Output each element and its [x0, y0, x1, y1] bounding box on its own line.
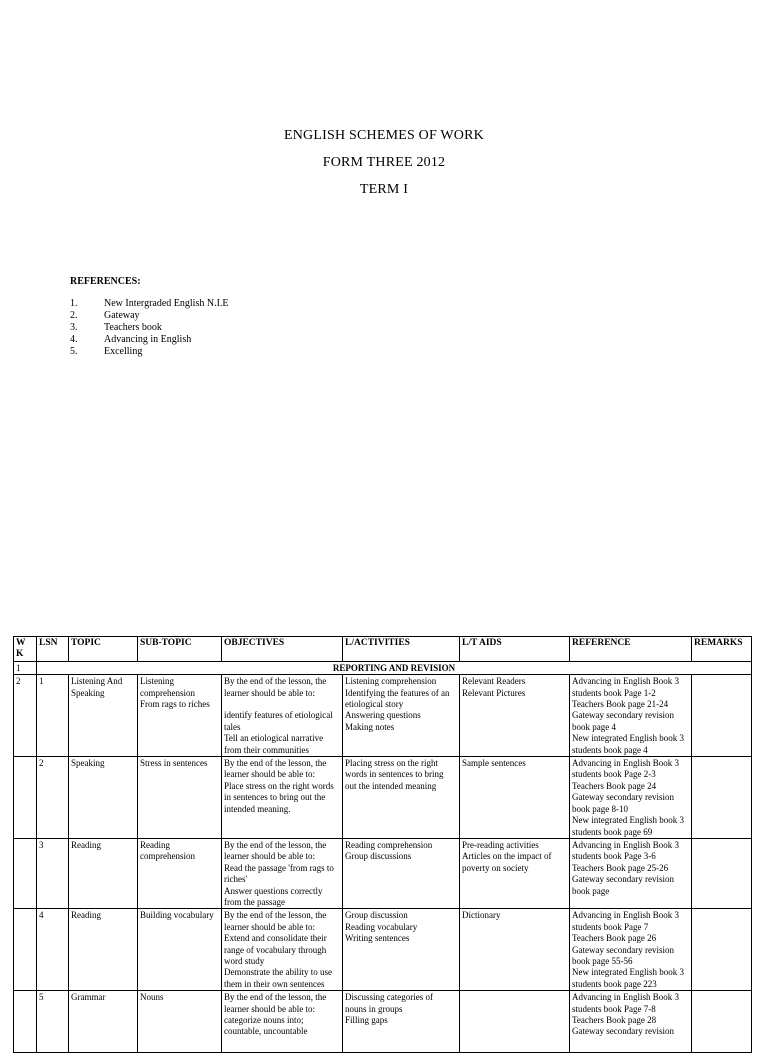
aids-cell-line: Articles on the impact of [462, 851, 552, 862]
reference-cell-line: New integrated English book 3 [572, 733, 684, 744]
table-header-row [14, 637, 752, 662]
objectives-cell-line: intended meaning. [224, 803, 291, 814]
objectives-cell [222, 838, 343, 908]
subtopic-cell [138, 838, 222, 908]
reference-cell-line: students book Page 7 [572, 921, 649, 932]
lesson-cell [37, 909, 69, 991]
lesson-cell-line: 5 [39, 992, 44, 1003]
table-row [14, 991, 752, 1053]
reference-cell-line: students book Page 7-8 [572, 1003, 656, 1014]
reference-item [70, 298, 229, 310]
lesson-cell-line: 1 [39, 676, 44, 687]
reference-cell [570, 991, 692, 1053]
aids-cell [460, 675, 570, 757]
activities-cell-line: nouns in groups [345, 1003, 403, 1014]
objectives-cell-line: Answer questions correctly [224, 885, 323, 896]
column-header: SUB-TOPIC [138, 637, 222, 662]
reference-cell-line: Teachers Book page 26 [572, 933, 657, 944]
objectives-cell-line: By the end of the lesson, the [224, 910, 327, 921]
document-titles [0, 122, 768, 203]
objectives-cell-line: By the end of the lesson, the [224, 992, 327, 1003]
references-heading: REFERENCES: [70, 276, 141, 287]
aids-cell [460, 757, 570, 839]
activities-cell-line: Discussing categories of [345, 992, 433, 1003]
objectives-cell-line: tales [224, 721, 241, 732]
activities-cell-line: out the intended meaning [345, 780, 437, 791]
reference-cell [570, 757, 692, 839]
week-cell-line [16, 758, 34, 769]
reference-text: Advancing in English [104, 334, 192, 345]
topic-cell [69, 838, 138, 908]
reference-cell-line: Gateway secondary revision [572, 944, 674, 955]
objectives-cell-line: learner should be able to: [224, 769, 315, 780]
column-header: L/T AIDS [460, 637, 570, 662]
objectives-cell-line: By the end of the lesson, the [224, 839, 327, 850]
reference-cell-line: Teachers Book page 21-24 [572, 699, 669, 710]
subtopic-cell-line: Nouns [140, 992, 164, 1003]
reference-cell-line: Advancing in English Book 3 [572, 992, 679, 1003]
objectives-cell-line: Extend and consolidate their [224, 933, 327, 944]
aids-cell-line: poverty on society [462, 862, 529, 873]
objectives-cell-line: them in their own sentences [224, 978, 325, 989]
reference-cell-line: students book page 69 [572, 826, 653, 837]
topic-cell [69, 757, 138, 839]
reference-cell-line: Advancing in English Book 3 [572, 758, 679, 769]
week-cell-line [16, 992, 34, 1003]
week-cell-line: 2 [16, 676, 21, 687]
topic-cell-line: Reading [71, 839, 101, 850]
reference-text: Gateway [104, 310, 140, 321]
column-header: OBJECTIVES [222, 637, 343, 662]
reference-cell-line: book page [572, 885, 610, 896]
objectives-cell-line: countable, uncountable [224, 1026, 308, 1037]
reference-cell [570, 675, 692, 757]
topic-cell-line: Speaking [71, 687, 105, 698]
activities-cell [343, 991, 460, 1053]
remarks-cell [692, 838, 752, 908]
objectives-cell-line: By the end of the lesson, the [224, 676, 327, 687]
activities-cell [343, 675, 460, 757]
reference-item [70, 346, 229, 358]
reference-item [70, 322, 229, 334]
topic-cell-line: Grammar [71, 992, 106, 1003]
topic-cell [69, 675, 138, 757]
main-title: ENGLISH SCHEMES OF WORK [284, 128, 484, 143]
objectives-cell-line: By the end of the lesson, the [224, 758, 327, 769]
reference-cell-line: Gateway secondary revision [572, 1026, 674, 1037]
reference-number: 2. [70, 310, 78, 321]
objectives-cell-line: learner should be able to: [224, 851, 315, 862]
table-row [14, 909, 752, 991]
subtopic-cell-line: Stress in sentences [140, 758, 208, 769]
reference-text: Excelling [104, 346, 143, 357]
activities-cell [343, 909, 460, 991]
subtopic-cell-line: comprehension [140, 851, 195, 862]
reference-cell-line: book page 55-56 [572, 955, 633, 966]
activities-cell [343, 838, 460, 908]
remarks-cell [692, 757, 752, 839]
reference-cell-line: students book Page 3-6 [572, 851, 656, 862]
column-header: L/ACTIVITIES [343, 637, 460, 662]
column-header: TOPIC [69, 637, 138, 662]
objectives-cell-line: in sentences to bring out the [224, 792, 326, 803]
reference-text: New Intergraded English N.I.E [104, 298, 229, 309]
table-row [14, 757, 752, 839]
reference-cell-line: Gateway secondary revision [572, 874, 674, 885]
aids-cell-line: Relevant Readers [462, 676, 526, 687]
reference-cell-line: students book Page 2-3 [572, 769, 656, 780]
lesson-cell [37, 675, 69, 757]
aids-cell-line: Dictionary [462, 910, 501, 921]
references-list [70, 276, 229, 358]
lesson-cell-line: 3 [39, 839, 44, 850]
objectives-cell-line: range of vocabulary through [224, 944, 327, 955]
reference-text: Teachers book [104, 322, 162, 333]
activities-cell [343, 757, 460, 839]
lesson-cell-line: 4 [39, 910, 44, 921]
reference-cell-line: Teachers Book page 25-26 [572, 862, 669, 873]
reference-cell-line: Advancing in English Book 3 [572, 910, 679, 921]
reference-number: 4. [70, 334, 78, 345]
reference-cell-line: Advancing in English Book 3 [572, 839, 679, 850]
column-header: REFERENCE [570, 637, 692, 662]
objectives-cell-line: Tell an etiological narrative [224, 733, 324, 744]
form-title: FORM THREE 2012 [322, 155, 446, 170]
objectives-cell [222, 757, 343, 839]
reference-cell-line: Gateway secondary revision [572, 792, 674, 803]
aids-cell [460, 909, 570, 991]
week-cell: 1 [14, 661, 37, 674]
reference-cell-line: students book Page 1-2 [572, 687, 656, 698]
table-row [14, 675, 752, 757]
subtopic-cell-line: From rags to riches [140, 699, 210, 710]
week-cell [14, 675, 37, 757]
subtopic-cell-line: comprehension [140, 687, 195, 698]
section-band-row [14, 661, 752, 674]
activities-cell-line: Group discussions [345, 851, 412, 862]
week-cell [14, 838, 37, 908]
subtopic-cell [138, 909, 222, 991]
subtopic-cell-line: Reading [140, 839, 170, 850]
week-cell-line [16, 910, 34, 921]
objectives-cell-line: learner should be able to: [224, 687, 315, 698]
objectives-cell-line: riches' [224, 874, 248, 885]
objectives-cell [222, 675, 343, 757]
objectives-cell-line: Demonstrate the ability to use [224, 967, 332, 978]
aids-cell [460, 991, 570, 1053]
reference-cell-line: book page 4 [572, 721, 616, 732]
reference-number: 5. [70, 346, 78, 357]
remarks-cell [692, 909, 752, 991]
objectives-cell-line: word study [224, 955, 265, 966]
objectives-cell-line: learner should be able to: [224, 1003, 315, 1014]
aids-cell-line: Sample sentences [462, 758, 526, 769]
subtopic-cell [138, 757, 222, 839]
reference-number: 3. [70, 322, 78, 333]
section-band-label: REPORTING AND REVISION [37, 661, 752, 674]
activities-cell-line: Reading comprehension [345, 839, 433, 850]
aids-cell [460, 838, 570, 908]
reference-cell-line: New integrated English book 3 [572, 815, 684, 826]
reference-cell-line: Gateway secondary revision [572, 710, 674, 721]
week-cell [14, 757, 37, 839]
objectives-cell-line: Read the passage 'from rags to [224, 862, 334, 873]
column-header: W K [14, 637, 37, 662]
term-title: TERM I [359, 182, 409, 197]
topic-cell-line: Reading [71, 910, 101, 921]
reference-cell-line: Teachers Book page 24 [572, 780, 657, 791]
week-cell-line [16, 840, 34, 851]
activities-cell-line: words in sentences to bring [345, 769, 444, 780]
reference-cell-line: students book page 223 [572, 978, 657, 989]
topic-cell [69, 991, 138, 1053]
scheme-table [13, 636, 752, 1053]
aids-cell-line: Pre-reading activities [462, 839, 539, 850]
reference-cell [570, 838, 692, 908]
references-items [70, 298, 229, 358]
objectives-cell-line: from the passage [224, 896, 285, 907]
subtopic-cell [138, 675, 222, 757]
reference-item [70, 310, 229, 322]
activities-cell-line: Identifying the features of an [345, 687, 450, 698]
subtopic-cell-line: Building vocabulary [140, 910, 214, 921]
week-cell [14, 991, 37, 1053]
activities-cell-line: Making notes [345, 721, 395, 732]
activities-cell-line: Reading vocabulary [345, 921, 418, 932]
reference-cell-line: students book page 4 [572, 744, 648, 755]
activities-cell-line: Group discussion [345, 910, 408, 921]
activities-cell-line: Writing sentences [345, 933, 410, 944]
objectives-cell-line [224, 699, 340, 710]
reference-cell-line: Teachers Book page 28 [572, 1015, 657, 1025]
lesson-cell [37, 838, 69, 908]
objectives-cell-line: learner should be able to: [224, 921, 315, 932]
objectives-cell-line: identify features of etiological [224, 710, 333, 721]
lesson-cell-line: 2 [39, 758, 44, 769]
remarks-cell [692, 991, 752, 1053]
topic-cell [69, 909, 138, 991]
lesson-cell [37, 991, 69, 1053]
activities-cell-line: Answering questions [345, 710, 421, 721]
reference-cell-line: New integrated English book 3 [572, 967, 684, 978]
week-cell [14, 909, 37, 991]
subtopic-cell-line: Listening [140, 676, 174, 687]
reference-cell-line: Advancing in English Book 3 [572, 676, 679, 687]
objectives-cell-line: Place stress on the right words [224, 780, 334, 791]
reference-cell [570, 909, 692, 991]
objectives-cell [222, 909, 343, 991]
subtopic-cell [138, 991, 222, 1053]
lesson-cell [37, 757, 69, 839]
activities-cell-line: etiological story [345, 699, 404, 710]
objectives-cell-line: categorize nouns into; [224, 1015, 304, 1025]
aids-cell-line: Relevant Pictures [462, 687, 526, 698]
activities-cell-line: Listening comprehension [345, 676, 437, 687]
reference-number: 1. [70, 298, 78, 309]
reference-cell-line: book page 8-10 [572, 803, 628, 814]
activities-cell-line: Placing stress on the right [345, 758, 438, 769]
topic-cell-line: Speaking [71, 758, 105, 769]
column-header: REMARKS [692, 637, 752, 662]
table-row [14, 838, 752, 908]
activities-cell-line: Filling gaps [345, 1015, 388, 1025]
topic-cell-line: Listening And [71, 676, 123, 687]
objectives-cell-line: from their communities [224, 744, 309, 755]
reference-item [70, 334, 229, 346]
column-header: LSN [37, 637, 69, 662]
remarks-cell [692, 675, 752, 757]
objectives-cell [222, 991, 343, 1053]
